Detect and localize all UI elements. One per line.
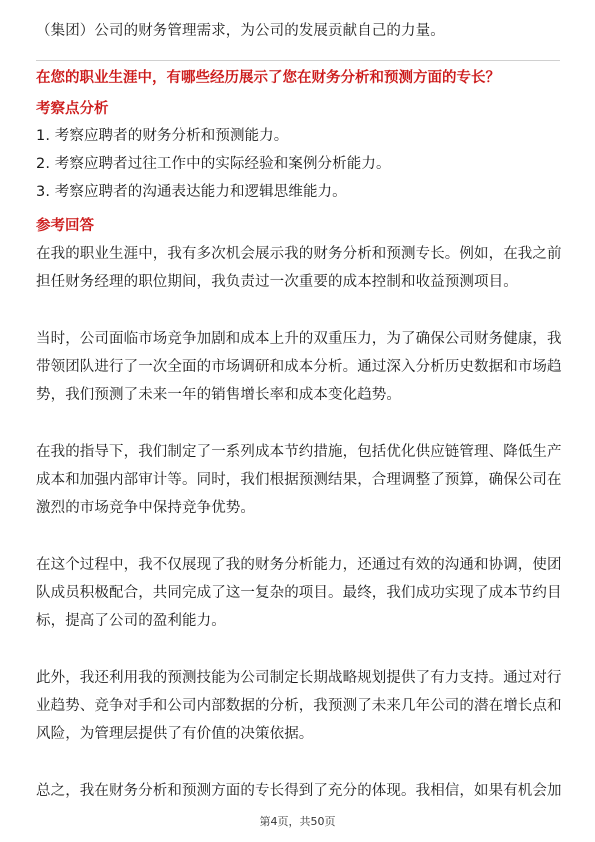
analysis-heading: 考察点分析 <box>36 101 109 117</box>
analysis-item-2: 2. 考察应聘者过往工作中的实际经验和案例分析能力。 <box>36 156 391 172</box>
answer-line: 总之，我在财务分析和预测方面的专长得到了充分的体现。我相信，如果有机会加 <box>36 783 562 799</box>
answer-line: 风险，为管理层提供了有价值的决策依据。 <box>36 726 314 742</box>
continuation-line: （集团）公司的财务管理需求，为公司的发展贡献自己的力量。 <box>36 23 445 39</box>
answer-line: 担任财务经理的职位期间，我负责过一次重要的成本控制和收益预测项目。 <box>36 274 518 290</box>
answer-line: 势，我们预测了未来一年的销售增长率和成本变化趋势。 <box>36 387 401 403</box>
answer-line: 激烈的市场竞争中保持竞争优势。 <box>36 500 255 516</box>
answer-line: 队成员积极配合，共同完成了这一复杂的项目。最终，我们成功实现了成本节约目 <box>36 585 562 601</box>
analysis-item-3: 3. 考察应聘者的沟通表达能力和逻辑思维能力。 <box>36 184 347 200</box>
answer-line: 当时，公司面临市场竞争加剧和成本上升的双重压力，为了确保公司财务健康，我 <box>36 331 562 347</box>
page-number: 第4页，共50页 <box>259 815 336 828</box>
answer-heading: 参考回答 <box>36 218 94 234</box>
answer-line: 业趋势、竞争对手和公司内部数据的分析，我预测了未来几年公司的潜在增长点和 <box>36 698 562 714</box>
answer-line: 在我的职业生涯中，我有多次机会展示我的财务分析和预测专长。例如，在我之前 <box>36 246 562 262</box>
answer-line: 在这个过程中，我不仅展现了我的财务分析能力，还通过有效的沟通和协调，使团 <box>36 557 562 573</box>
answer-line: 标，提高了公司的盈利能力。 <box>36 613 226 629</box>
answer-line: 带领团队进行了一次全面的市场调研和成本分析。通过深入分析历史数据和市场趋 <box>36 359 562 375</box>
answer-line: 此外，我还利用我的预测技能为公司制定长期战略规划提供了有力支持。通过对行 <box>36 670 562 686</box>
analysis-item-1: 1. 考察应聘者的财务分析和预测能力。 <box>36 128 289 144</box>
answer-line: 在我的指导下，我们制定了一系列成本节约措施，包括优化供应链管理、降低生产 <box>36 444 562 460</box>
interview-question: 在您的职业生涯中，有哪些经历展示了您在财务分析和预测方面的专长？ <box>36 70 500 86</box>
section-divider <box>36 60 560 61</box>
answer-line: 成本和加强内部审计等。同时，我们根据预测结果，合理调整了预算，确保公司在 <box>36 472 562 488</box>
